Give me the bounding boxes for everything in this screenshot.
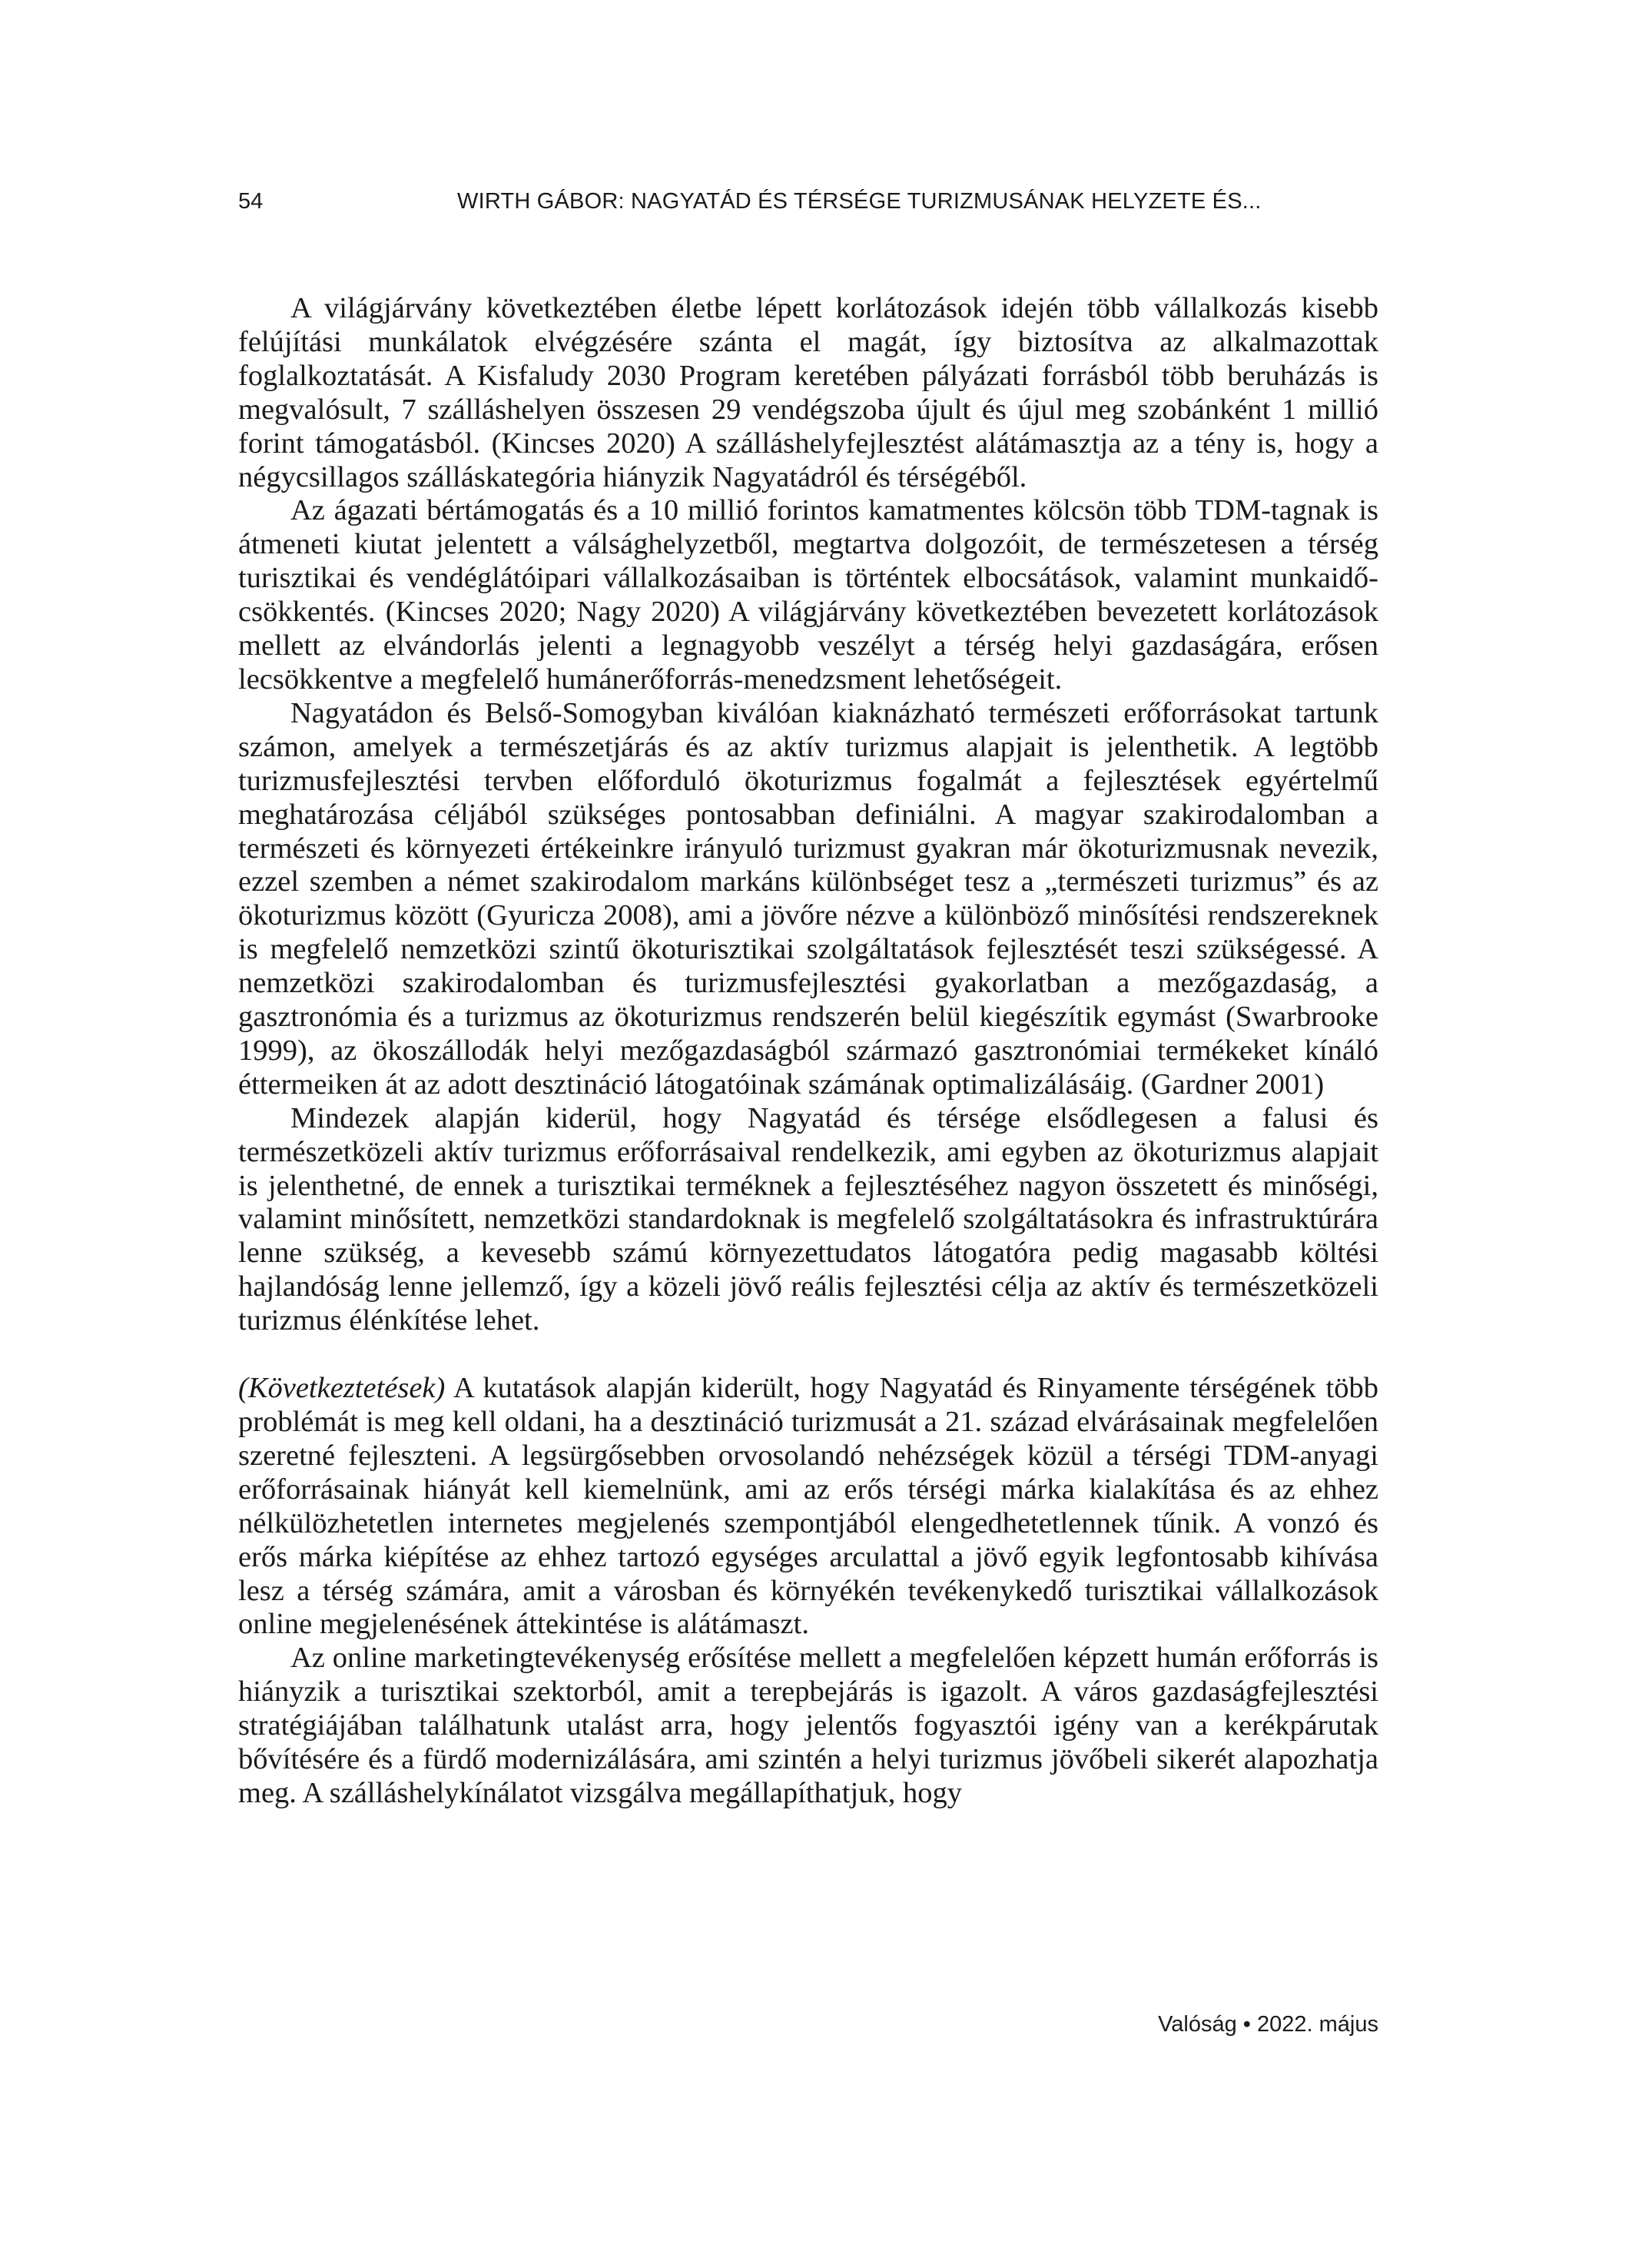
running-head-title: WIRTH GÁBOR: NAGYATÁD ÉS TÉRSÉGE TURIZMUSÁNAK HELYZETE ÉS... bbox=[457, 189, 1262, 214]
paragraph: Az online marketingtevékenység erősítése mellett a megfelelően képzett humán erőforrás is hiányzik a turisztikai szektorból, amit a terepbejárás is igazolt. A város gazdaságfejlesztési stratégiájában találhatunk utalást arra, hogy jelentős fogyasztói igény van a kerékpárutak bővítésére és a fürdő modernizálására, ami szintén a helyi turizmus jövőbeli sikerét alapozhatja meg. A szálláshelykínálatot vizsgálva megállapíthatjuk, hogy bbox=[238, 1642, 1378, 1809]
conclusions-text: A kutatások alapján kiderült, hogy Nagyatád és Rinyamente térségének több problémát is meg kell oldani, ha a desztináció turizmusát a 21. század elvárásainak megfelelően szeretné fejleszteni. A legsürgősebben orvosolandó nehézségek közül a térségi TDM-anyagi erőforrásainak hiányát kell kiemelnünk, ami az erős térségi márka kialakítása és az ehhez nélkülözhetetlen internetes megjelenés szempontjából elengedhetetlennek tűnik. A vonzó és erős márka kiépítése az ehhez tartozó egységes arculattal a jövő egyik legfontosabb kihívása lesz a térség számára, amit a városban és környékén tevékenykedő turisztikai vállalkozások online megjelenésének áttekintése is alátámaszt. bbox=[238, 1372, 1378, 1641]
paragraph: Az ágazati bértámogatás és a 10 millió forintos kamatmentes kölcsön több TDM-tagnak is átmeneti kiutat jelentett a válsághelyzetből, megtartva dolgozóit, de természetesen a térség turisztikai és vendéglátóipari vállalkozásaiban is történtek elbocsátások, valamint munkaidő-csökkentés. (Kincses 2020; Nagy 2020) A világjárvány következtében bevezetett korlátozások mellett az elvándorlás jelenti a legnagyobb veszélyt a térség helyi gazdaságára, erősen lecsökkentve a megfelelő humánerőforrás-menedzsment lehetőségeit. bbox=[238, 494, 1378, 696]
paragraph: Nagyatádon és Belső-Somogyban kiválóan kiaknázható természeti erőforrásokat tartunk számon, amelyek a természetjárás és az aktív turizmus alapjait is jelenthetik. A legtöbb turizmusfejlesztési tervben előforduló ökoturizmus fogalmát a fejlesztések egyértelmű meghatározása céljából szükséges pontosabban definiálni. A magyar szakirodalomban a természeti és környezeti értékeinkre irányuló turizmust gyakran már ökoturizmusnak nevezik, ezzel szemben a német szakirodalom markáns különbséget tesz a „természeti turizmus” és az ökoturizmus között (Gyuricza 2008), ami a jövőre nézve a különböző minősítési rendszereknek is megfelelő nemzetközi szintű ökoturisztikai szolgáltatások fejlesztését teszi szükségessé. A nemzetközi szakirodalomban és turizmusfejlesztési gyakorlatban a mezőgazdaság, a gasztronómia és a turizmus az ökoturizmus rendszerén belül kiegészítik egymást (Swarbrooke 1999), az ökoszállodák helyi mezőgazdaságból származó gasztronómiai termékeket kínáló éttermeiken át az adott desztináció látogatóinak számának optimalizálásáig. (Gardner 2001) bbox=[238, 696, 1378, 1101]
journal-footer: Valóság • 2022. május bbox=[1158, 2012, 1378, 2037]
conclusions-paragraph bbox=[238, 1372, 1378, 1642]
article-body bbox=[238, 292, 1378, 1811]
paragraph: A világjárvány következtében életbe lépett korlátozások idején több vállalkozás kisebb felújítási munkálatok elvégzésére szánta el magát, így biztosítva az alkalmazottak foglalkoztatását. A Kisfaludy 2030 Program keretében pályázati forrásból több beruházás is megvalósult, 7 szálláshelyen összesen 29 vendégszoba újult és újul meg szobánként 1 millió forint támogatásból. (Kincses 2020) A szálláshelyfejlesztést alátámasztja az a tény is, hogy a négycsillagos szálláskategória hiányzik Nagyatádról és térségéből. bbox=[238, 292, 1378, 493]
running-head bbox=[238, 186, 1378, 217]
page-number: 54 bbox=[238, 189, 264, 214]
section-lead-label: (Következtetések) bbox=[238, 1372, 446, 1405]
paragraph: Mindezek alapján kiderül, hogy Nagyatád és térsége elsődlegesen a falusi és természetközeli aktív turizmus erőforrásaival rendelkezik, ami egyben az ökoturizmus alapjait is jelenthetné, de ennek a turisztikai terméknek a fejlesztéséhez nagyon összetett és minőségi, valamint minősített, nemzetközi standardoknak is megfelelő szolgáltatásokra és infrastruktúrára lenne szükség, a kevesebb számú környezettudatos látogatóra pedig magasabb költési hajlandóság lenne jellemző, így a közeli jövő reális fejlesztési célja az aktív és természetközeli turizmus élénkítése lehet. bbox=[238, 1101, 1378, 1337]
